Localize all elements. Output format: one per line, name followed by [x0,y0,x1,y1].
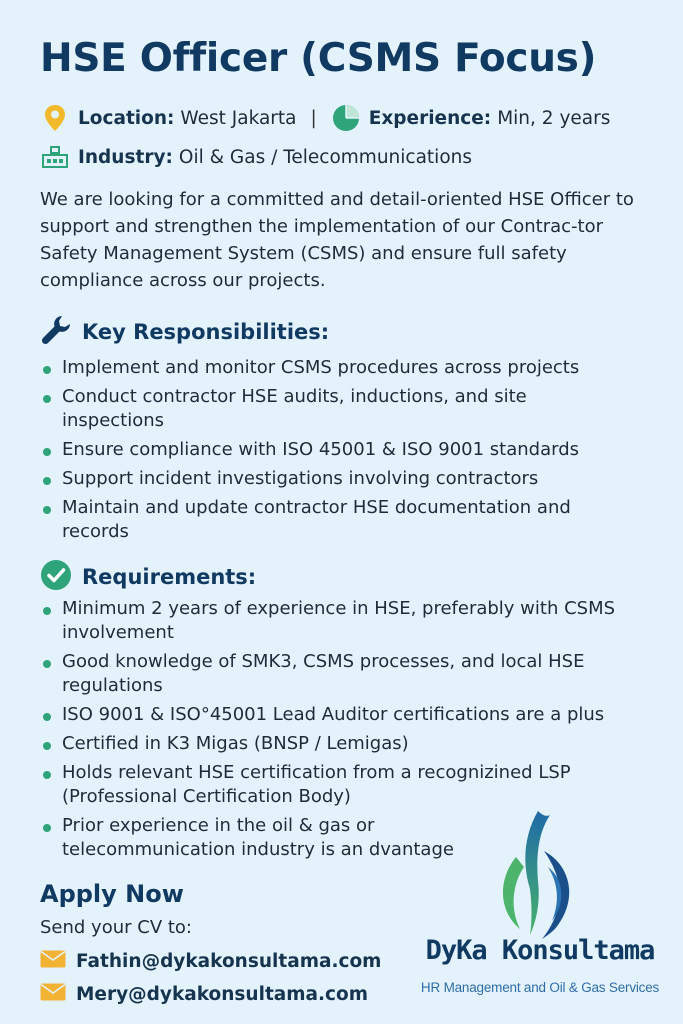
list-item: Maintain and update contractor HSE documentation and records [40,496,592,544]
industry-label: Industry: [78,146,173,168]
email-link[interactable]: Mery@dykakonsultama.com [76,984,369,1005]
brand-tagline: HR Management and Oil & Gas Services [420,980,660,995]
list-item: Holds relevant HSE certification from a recognizined LSP (Professional Certification Body) [40,761,612,809]
requirements-heading [40,559,256,595]
dyka-logo [420,805,660,1005]
list-item: Implement and monitor CSMS procedures across projects [40,356,640,380]
factory-icon [40,142,70,172]
mail-icon [40,950,66,973]
responsibilities-title: Key Responsibilities: [82,320,330,344]
brand-name: DyKa Konsultama [425,935,655,966]
list-item: Ensure compliance with ISO 45001 & ISO 9001 standards [40,438,640,462]
apply-title: Apply Now [40,880,184,908]
apply-subtitle: Send your CV to: [40,917,192,938]
email-row [40,950,381,973]
wrench-icon [40,314,72,350]
list-item: Minimum 2 years of experience in HSE, preferably with CSMS involvement [40,597,622,645]
meta-row-industry [40,142,472,172]
pie-chart-icon [331,103,361,133]
responsibilities-list [40,356,640,549]
list-item: Conduct contractor HSE audits, inductions, and site inspections [40,385,607,433]
mail-icon [40,983,66,1006]
list-item: Certified in K3 Migas (BNSP / Lemigas) [40,732,640,756]
email-row [40,983,368,1006]
location-label: Location: [78,107,175,129]
page-title: HSE Officer (CSMS Focus) [40,36,597,81]
experience-value: Min, 2 years [497,107,611,129]
responsibilities-heading [40,314,329,350]
experience-label: Experience: [368,107,492,129]
check-circle-icon [40,559,72,595]
meta-separator: | [310,107,317,129]
list-item: Prior experience in the oil & gas or telecommunication industry is an dvantage [40,814,512,862]
list-item: Good knowledge of SMK3, CSMS processes, and local HSE regulations [40,650,602,698]
list-item: ISO 9001 & ISO°45001 Lead Auditor certifications are a plus [40,703,640,727]
email-link[interactable]: Fathin@dykakonsultama.com [76,951,382,972]
industry-value: Oil & Gas / Telecommunications [178,146,473,168]
location-pin-icon [40,103,70,133]
intro-paragraph: We are looking for a committed and detail-oriented HSE Officer to support and strengthen the implementation of our Contrac-tor Safety Management System (CSMS) and ensure full safety compliance across our projects. [40,189,634,291]
location-value: West Jakarta [180,107,297,129]
meta-row-location [40,103,610,133]
list-item: Support incident investigations involving contractors [40,467,640,491]
requirements-title: Requirements: [82,565,257,589]
